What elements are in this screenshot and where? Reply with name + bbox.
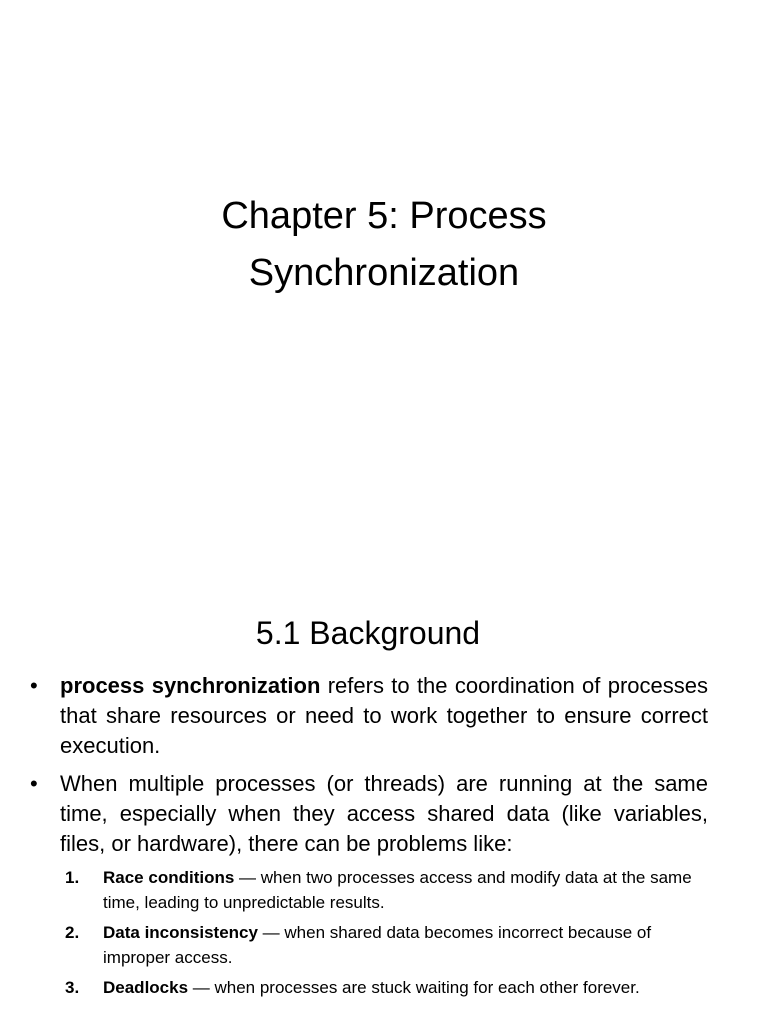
section-heading: 5.1 Background (255, 615, 481, 651)
problem-item (60, 920, 700, 970)
problem-number: 1. (65, 868, 80, 887)
problem-description: — when shared data becomes incorrect because of improper access. (103, 923, 652, 967)
problem-number: 2. (65, 923, 80, 942)
bullet-marker: • (30, 771, 38, 796)
problem-list (60, 865, 700, 1005)
problem-description: — when two processes access and modify data at the same time, leading to unpredictable results. (103, 868, 692, 912)
bullet-body: refers to the coordination of processes that share resources or need to work together to ensure correct execution. (60, 673, 708, 758)
content-slide (0, 575, 768, 1024)
problem-number: 3. (65, 978, 80, 997)
problem-term: Deadlocks (103, 978, 189, 997)
bullet-item (30, 671, 708, 761)
chapter-title (0, 188, 768, 302)
bullet-text (60, 673, 708, 758)
bullet-text (60, 771, 708, 856)
problem-description: — when processes are stuck waiting for each other forever. (188, 978, 640, 997)
bullet-bold-term: process synchronization (60, 673, 321, 698)
bullet-item (30, 769, 708, 859)
chapter-title-line-2: Synchronization (248, 252, 520, 294)
bullet-marker: • (30, 673, 38, 698)
problem-term: Race conditions (103, 868, 235, 887)
problem-item (60, 975, 700, 1000)
bullet-body: When multiple processes (or threads) are running at the same time, especially when they access shared data (like variables, files, or hardware), there can be problems like: (60, 771, 708, 856)
bullet-list (30, 671, 708, 867)
chapter-title-line-1: Chapter 5: Process (221, 195, 547, 237)
problem-item (60, 865, 700, 915)
problem-term: Data inconsistency (103, 923, 258, 942)
